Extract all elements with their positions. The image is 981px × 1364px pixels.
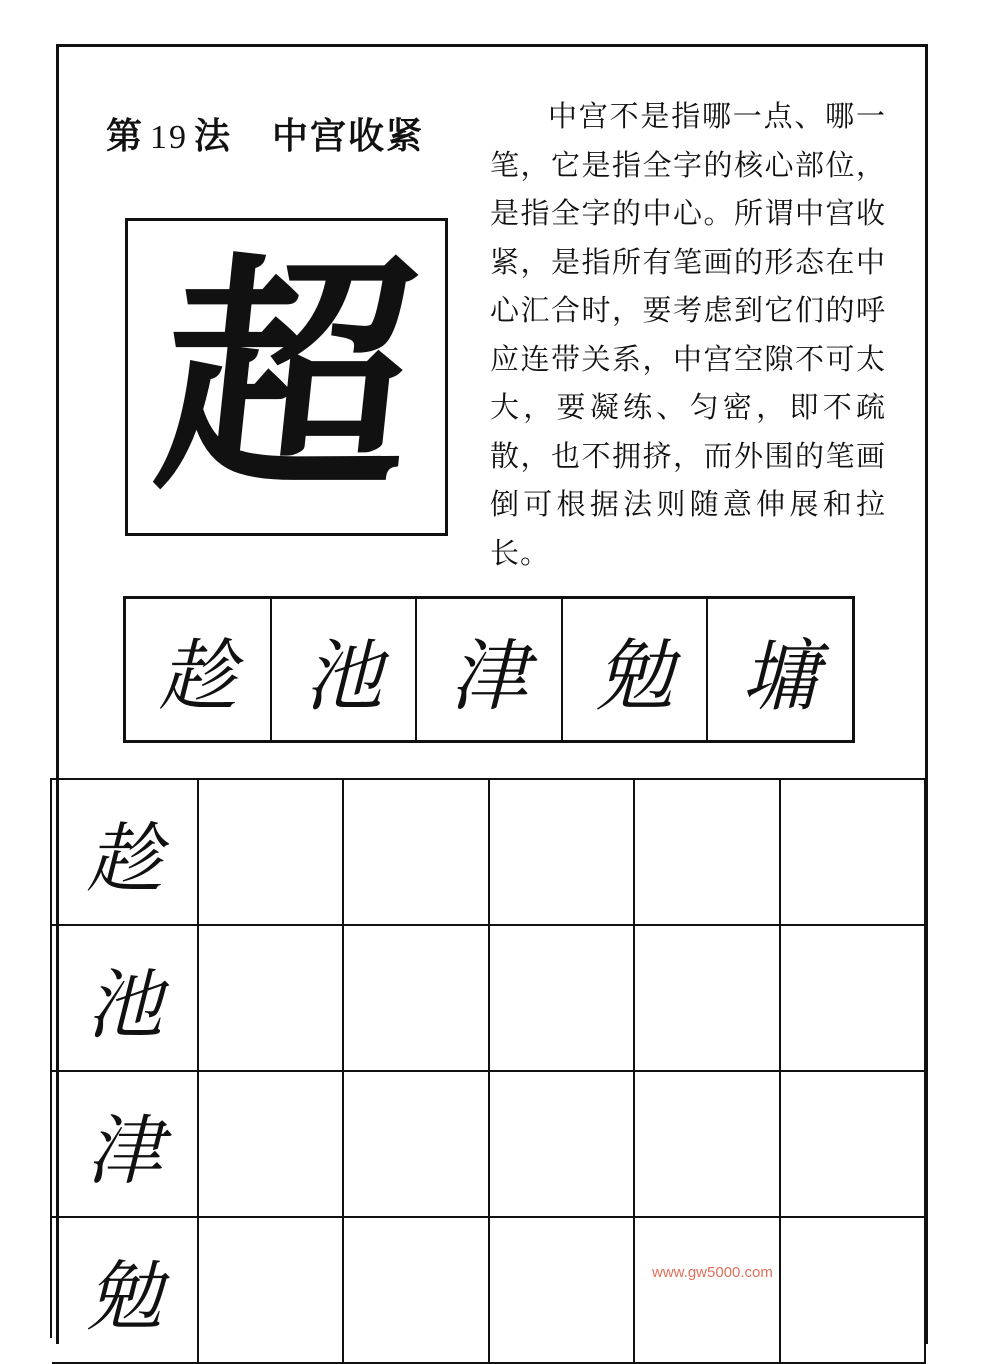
practice-blank-cell[interactable]	[344, 1072, 489, 1218]
practice-model-character: 池	[52, 926, 199, 1072]
practice-blank-cell[interactable]	[635, 1072, 780, 1218]
practice-model-character: 勉	[52, 1218, 199, 1364]
practice-blank-cell[interactable]	[781, 926, 926, 1072]
practice-blank-cell[interactable]	[344, 780, 489, 926]
practice-grid	[50, 778, 926, 1341]
practice-blank-cell[interactable]	[781, 1218, 926, 1364]
lesson-name: 中宫收紧	[272, 116, 425, 157]
main-character: 超	[146, 230, 427, 524]
practice-blank-cell[interactable]	[490, 1072, 635, 1218]
example-character: 墉	[741, 631, 820, 722]
practice-blank-cell[interactable]	[635, 1218, 780, 1364]
example-character: 趁	[126, 599, 272, 740]
practice-model-character: 津	[52, 1072, 199, 1218]
example-character: 勉	[563, 599, 709, 740]
watermark: www.gw5000.com	[652, 1264, 773, 1281]
lesson-title-suffix: 法	[194, 116, 233, 157]
practice-blank-cell[interactable]	[344, 1218, 489, 1364]
practice-blank-cell[interactable]	[635, 780, 780, 926]
practice-blank-cell[interactable]	[490, 780, 635, 926]
practice-blank-cell[interactable]	[781, 780, 926, 926]
lesson-title	[106, 108, 424, 159]
practice-blank-cell[interactable]	[199, 1218, 344, 1364]
practice-blank-cell[interactable]	[344, 926, 489, 1072]
practice-blank-cell[interactable]	[635, 926, 780, 1072]
example-character: 津	[417, 599, 563, 740]
practice-blank-cell[interactable]	[199, 1072, 344, 1218]
lesson-title-prefix: 第	[106, 116, 145, 157]
main-character-box	[125, 218, 448, 536]
example-characters-row	[123, 596, 855, 743]
practice-blank-cell[interactable]	[490, 1218, 635, 1364]
practice-blank-cell[interactable]	[781, 1072, 926, 1218]
practice-blank-cell[interactable]	[199, 926, 344, 1072]
example-character: 池	[272, 599, 418, 740]
practice-model-character: 趁	[52, 780, 199, 926]
practice-blank-cell[interactable]	[199, 780, 344, 926]
practice-blank-cell[interactable]	[490, 926, 635, 1072]
description-text: 中宫不是指哪一点、哪一笔，它是指全字的核心部位，是指全字的中心。所谓中宫收紧，是指所有笔画的形态在中心汇合时，要考虑到它们的呼应连带关系，中宫空隙不可太大，要凝练、匀密，即不疏散，也不拥挤，而外围的笔画倒可根据法则随意伸展和拉长。	[490, 99, 886, 570]
lesson-number: 19	[150, 119, 189, 156]
